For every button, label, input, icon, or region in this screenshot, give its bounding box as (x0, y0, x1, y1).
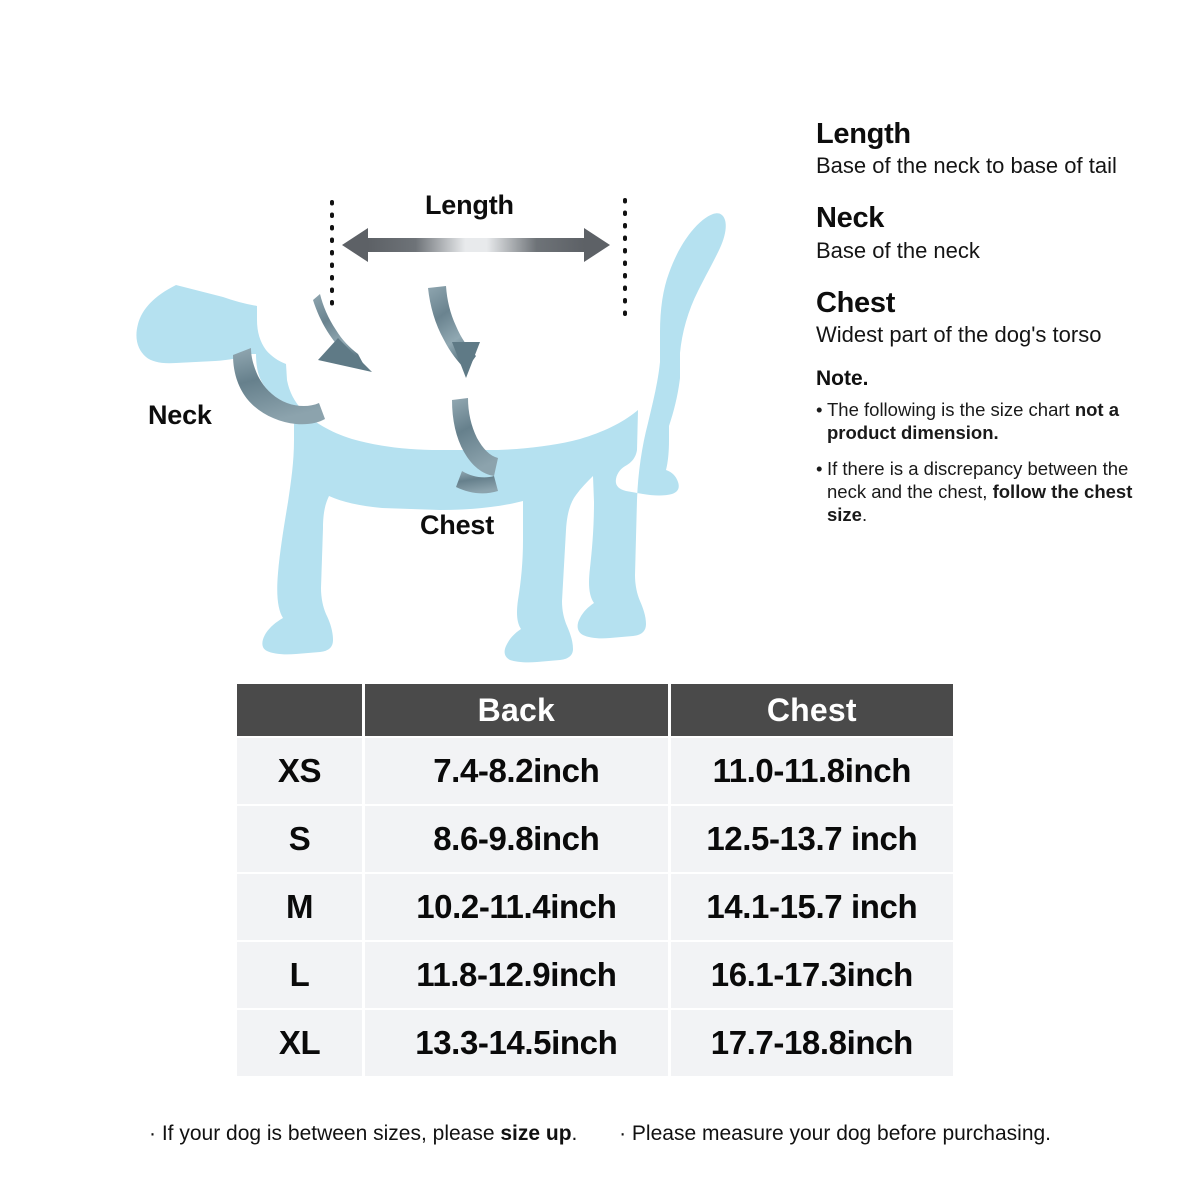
table-body (237, 738, 953, 1076)
definition-desc-neck: Base of the neck (816, 237, 980, 263)
cell-size: S (237, 806, 362, 872)
column-header-chest: Chest (671, 684, 953, 736)
column-header-size (237, 684, 362, 736)
table-row (237, 1010, 953, 1076)
diagram-label-length: Length (425, 190, 514, 220)
table-row (237, 942, 953, 1008)
cell-chest: 16.1-17.3inch (671, 942, 953, 1008)
footer-note-1 (149, 1122, 583, 1145)
cell-size: XS (237, 738, 362, 804)
definition-term-length: Length (816, 118, 911, 150)
note-text-plain: If there is a discrepancy between the neck and the chest, (827, 458, 1129, 503)
footer-note-2 (619, 1122, 1051, 1145)
definition-term-chest: Chest (816, 286, 896, 319)
footer-note-1-plain: If your dog is between sizes, please (161, 1122, 501, 1145)
table-row (237, 874, 953, 940)
definition-desc-chest: Widest part of the dog's torso (816, 322, 1102, 348)
note-text-bold: follow the chest size (827, 481, 1133, 526)
table-row (237, 738, 953, 804)
definition-desc-length: Base of the neck to base of tail (816, 153, 1117, 179)
table-row (237, 806, 953, 872)
footer-notes (0, 1122, 1200, 1146)
cell-back: 13.3-14.5inch (365, 1010, 668, 1076)
bullet-icon: · (619, 1122, 627, 1145)
note-item (816, 398, 1146, 444)
length-arrow-icon (342, 228, 610, 262)
footer-note-2-text: Please measure your dog before purchasing. (631, 1122, 1052, 1145)
table-header (237, 684, 953, 736)
cell-size: XL (237, 1010, 362, 1076)
diagram-label-neck: Neck (148, 400, 212, 430)
cell-chest: 11.0-11.8inch (671, 738, 953, 804)
note-section (816, 367, 1146, 527)
note-text-tail: . (861, 504, 868, 526)
cell-chest: 14.1-15.7 inch (671, 874, 953, 940)
column-header-back: Back (365, 684, 668, 736)
bullet-icon: • (816, 458, 823, 480)
note-text-bold: not a product dimension. (827, 398, 1120, 444)
cell-size: M (237, 874, 362, 940)
note-text-plain: The following is the size chart (827, 398, 1075, 420)
cell-back: 7.4-8.2inch (365, 738, 668, 804)
cell-back: 8.6-9.8inch (365, 806, 668, 872)
bullet-icon: · (148, 1122, 156, 1145)
measurement-definitions-panel (816, 118, 1146, 540)
bullet-icon: • (816, 398, 823, 420)
footer-note-1-tail: . (571, 1122, 578, 1145)
cell-back: 10.2-11.4inch (365, 874, 668, 940)
size-chart-table (234, 682, 956, 1078)
definition-term-neck: Neck (816, 202, 885, 235)
note-title: Note. (816, 366, 869, 390)
cell-chest: 12.5-13.7 inch (671, 806, 953, 872)
dog-measurement-diagram (80, 110, 780, 670)
diagram-label-chest: Chest (420, 510, 495, 540)
table-header-row (237, 684, 953, 736)
footer-note-1-bold: size up (500, 1122, 572, 1145)
cell-back: 11.8-12.9inch (365, 942, 668, 1008)
cell-size: L (237, 942, 362, 1008)
dog-body-shape (136, 213, 725, 662)
note-item (816, 457, 1146, 526)
cell-chest: 17.7-18.8inch (671, 1010, 953, 1076)
